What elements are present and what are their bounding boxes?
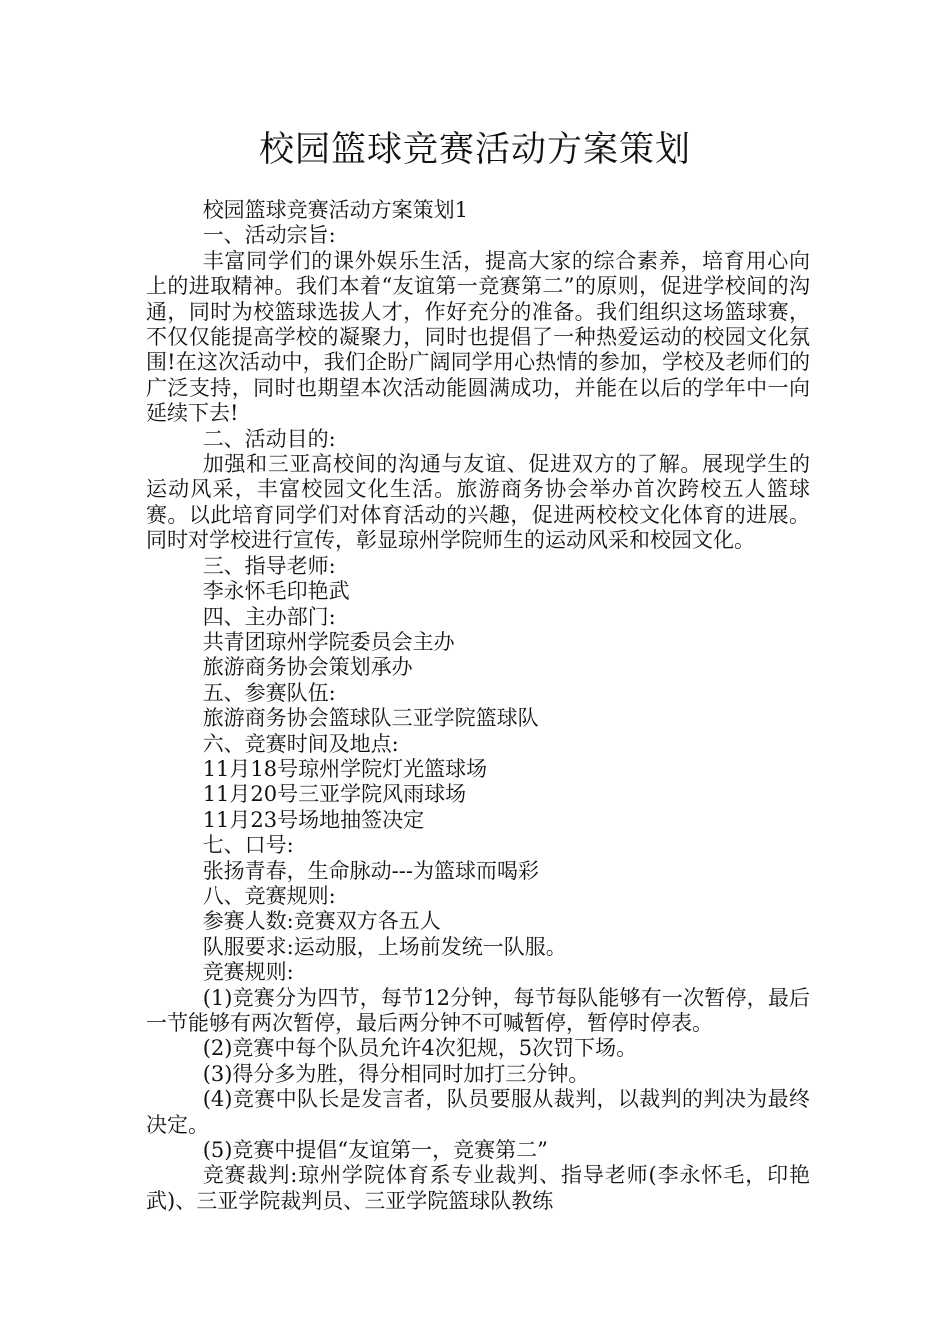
slogan-line: 张扬青春，生命脉动---为篮球而喝彩: [202, 858, 539, 883]
section-heading-rules: 八、竞赛规则:: [202, 883, 336, 908]
paragraph-goal: 加强和三亚高校间的沟通与友谊、促进双方的了解。展现学生的运动风采，丰富校园文化生活。旅游商务协会举办首次跨校五人篮球赛。以此培育同学们对体育活动的兴趣，促进两校校文化体育的进展。同时对学校进行宣传，彰显琼州学院师生的运动风采和校园文化。: [146, 452, 810, 553]
section-heading-purpose: 一、活动宗旨:: [202, 223, 336, 248]
section-heading-slogan: 七、口号:: [202, 833, 294, 858]
schedule-line-3: 11月23号场地抽签决定: [202, 807, 425, 832]
document-body: [146, 198, 810, 1214]
organizer-line-1: 共青团琼州学院委员会主办: [202, 629, 455, 654]
rule-participants: 参赛人数:竞赛双方各五人: [202, 909, 441, 934]
teachers-line: 李永怀毛印艳武: [202, 579, 350, 604]
paragraph-purpose: 丰富同学们的课外娱乐生活，提高大家的综合素养，培育用心向上的进取精神。我们本着“友谊第一竞赛第二”的原则，促进学校间的沟通，同时为校篮球选拔人才，作好充分的准备。我们组织这场篮球赛，不仅仅能提高学校的凝聚力，同时也提倡了一种热爱运动的校园文化氛围!在这次活动中，我们企盼广阔同学用心热情的参加，学校及老师们的广泛支持，同时也期望本次活动能圆满成功，并能在以后的学年中一向延续下去!: [146, 248, 810, 426]
schedule-line-1: 11月18号琼州学院灯光篮球场: [202, 756, 488, 781]
section-heading-goal: 二、活动目的:: [202, 426, 336, 451]
rule-uniform: 队服要求:运动服，上场前发统一队服。: [202, 934, 567, 959]
rule-item-3: (3)得分多为胜，得分相同时加打三分钟。: [202, 1061, 590, 1086]
schedule-line-2: 11月20号三亚学院风雨球场: [202, 782, 467, 807]
rule-item-1: (1)竞赛分为四节，每节12分钟，每节每队能够有一次暂停，最后一节能够有两次暂停，最后两分钟不可喊暂停，暂停时停表。: [146, 985, 810, 1035]
section-heading-organizers: 四、主办部门:: [202, 604, 336, 629]
section-heading-schedule: 六、竞赛时间及地点:: [202, 731, 399, 756]
section-heading-teachers: 三、指导老师:: [202, 553, 336, 578]
organizer-line-2: 旅游商务协会策划承办: [202, 655, 413, 680]
rule-item-4: (4)竞赛中队长是发言者，队员要服从裁判，以裁判的判决为最终决定。: [146, 1087, 810, 1137]
section-heading-plan: 校园篮球竞赛活动方案策划1: [202, 198, 469, 222]
rule-item-2: (2)竞赛中每个队员允许4次犯规，5次罚下场。: [202, 1036, 638, 1061]
teams-line: 旅游商务协会篮球队三亚学院篮球队: [202, 706, 539, 731]
rule-item-5: (5)竞赛中提倡“友谊第一，竞赛第二”: [202, 1138, 548, 1163]
rule-heading: 竞赛规则:: [202, 960, 294, 985]
document-title: 校园篮球竞赛活动方案策划: [258, 130, 691, 170]
referee-line: 竞赛裁判:琼州学院体育系专业裁判、指导老师(李永怀毛，印艳武)、三亚学院裁判员、三亚学院篮球队教练: [146, 1163, 810, 1213]
section-heading-teams: 五、参赛队伍:: [202, 680, 336, 705]
